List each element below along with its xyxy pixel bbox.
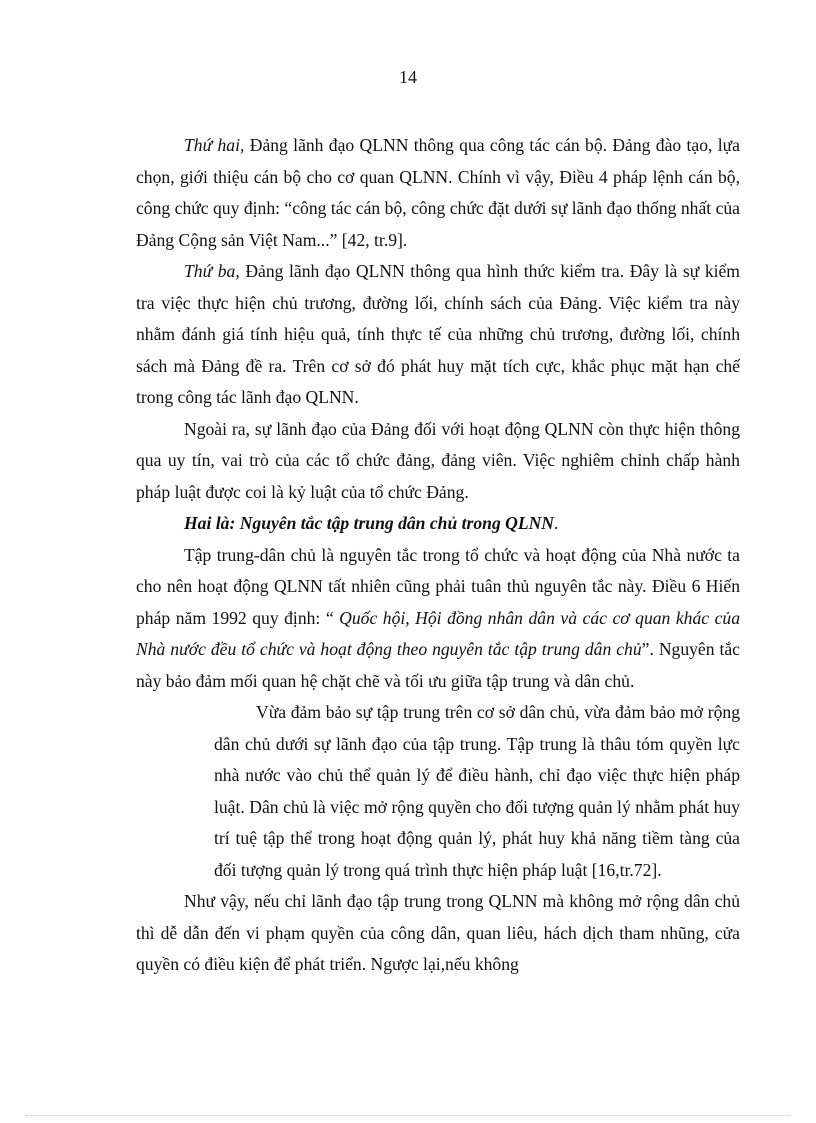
section-heading-end: . [554, 513, 559, 533]
paragraph-thu-ba [136, 256, 740, 414]
paragraph-text: Đảng lãnh đạo QLNN thông qua công tác cán bộ. Đảng đào tạo, lựa chọn, giới thiệu cán bộ cho cơ quan QLNN. Chính vì vậy, Điều 4 pháp lệnh cán bộ, công chức quy định: “công tác cán bộ, công chức đặt dưới sự lãnh đạo thống nhất của Đảng Cộng sản Việt Nam...” [42, tr.9]. [136, 135, 740, 250]
paragraph-tap-trung [136, 540, 740, 698]
document-body [136, 130, 740, 981]
footer-divider [26, 1115, 790, 1116]
constitution-quote: Quốc hội, Hội đồng nhân dân và các cơ quan khác của Nhà nước đều tổ chức và hoạt động theo nguyên tắc tập trung dân chủ [136, 607, 740, 659]
paragraph-text-after: ”. Nguyên tắc này bảo đảm mối quan hệ chặt chẽ và tối ưu giữa tập trung và dân chủ. [136, 639, 740, 691]
section-heading [136, 508, 740, 540]
paragraph-text: Đảng lãnh đạo QLNN thông qua hình thức kiểm tra. Đây là sự kiểm tra việc thực hiện chủ trương, đường lối, chính sách của Đảng. Việc kiểm tra này nhằm đánh giá tính hiệu quả, tính thực tế của những chủ trương, đường lối, chính sách mà Đảng đề ra. Trên cơ sở đó phát huy mặt tích cực, khắc phục mặt hạn chế trong công tác lãnh đạo QLNN. [136, 261, 740, 407]
paragraph-text-before: Tập trung-dân chủ là nguyên tắc trong tổ chức và hoạt động của Nhà nước ta cho nên hoạt động QLNN tất nhiên cũng phải tuân thủ nguyên tắc này. Điều 6 Hiến pháp năm 1992 quy định: “ [136, 544, 740, 628]
page-number: 14 [399, 67, 417, 87]
section-heading-text: Hai là: Nguyên tắc tập trung dân chủ trong QLNN [184, 513, 555, 533]
paragraph-nhu-vay: Như vậy, nếu chỉ lãnh đạo tập trung trong QLNN mà không mở rộng dân chủ thì dễ dẫn đến vi phạm quyền của công dân, quan liêu, hách dịch tham nhũng, cửa quyền có điều kiện để phát triển. Ngược lại,nếu không [136, 891, 740, 974]
paragraph-thu-hai [136, 130, 740, 256]
paragraph-lead: Thứ hai, [184, 135, 245, 155]
block-quote: Vừa đảm bảo sự tập trung trên cơ sở dân chủ, vừa đảm bảo mở rộng dân chủ dưới sự lãnh đạo của tập trung. Tập trung là thâu tóm quyền lực nhà nước vào chủ thể quản lý để điều hành, chỉ đạo việc thực hiện pháp luật. Dân chủ là việc mở rộng quyền cho đối tượng quản lý nhằm phát huy trí tuệ tập thể trong hoạt động quản lý, phát huy khả năng tiềm tàng của đối tượng quản lý trong quá trình thực hiện pháp luật [16,tr.72]. [214, 702, 740, 880]
paragraph-ngoai-ra: Ngoài ra, sự lãnh đạo của Đảng đối với hoạt động QLNN còn thực hiện thông qua uy tín, vai trò của các tổ chức đảng, đảng viên. Việc nghiêm chỉnh chấp hành pháp luật được coi là kỷ luật của tổ chức Đảng. [136, 418, 740, 502]
paragraph-lead: Thứ ba, [184, 261, 240, 281]
